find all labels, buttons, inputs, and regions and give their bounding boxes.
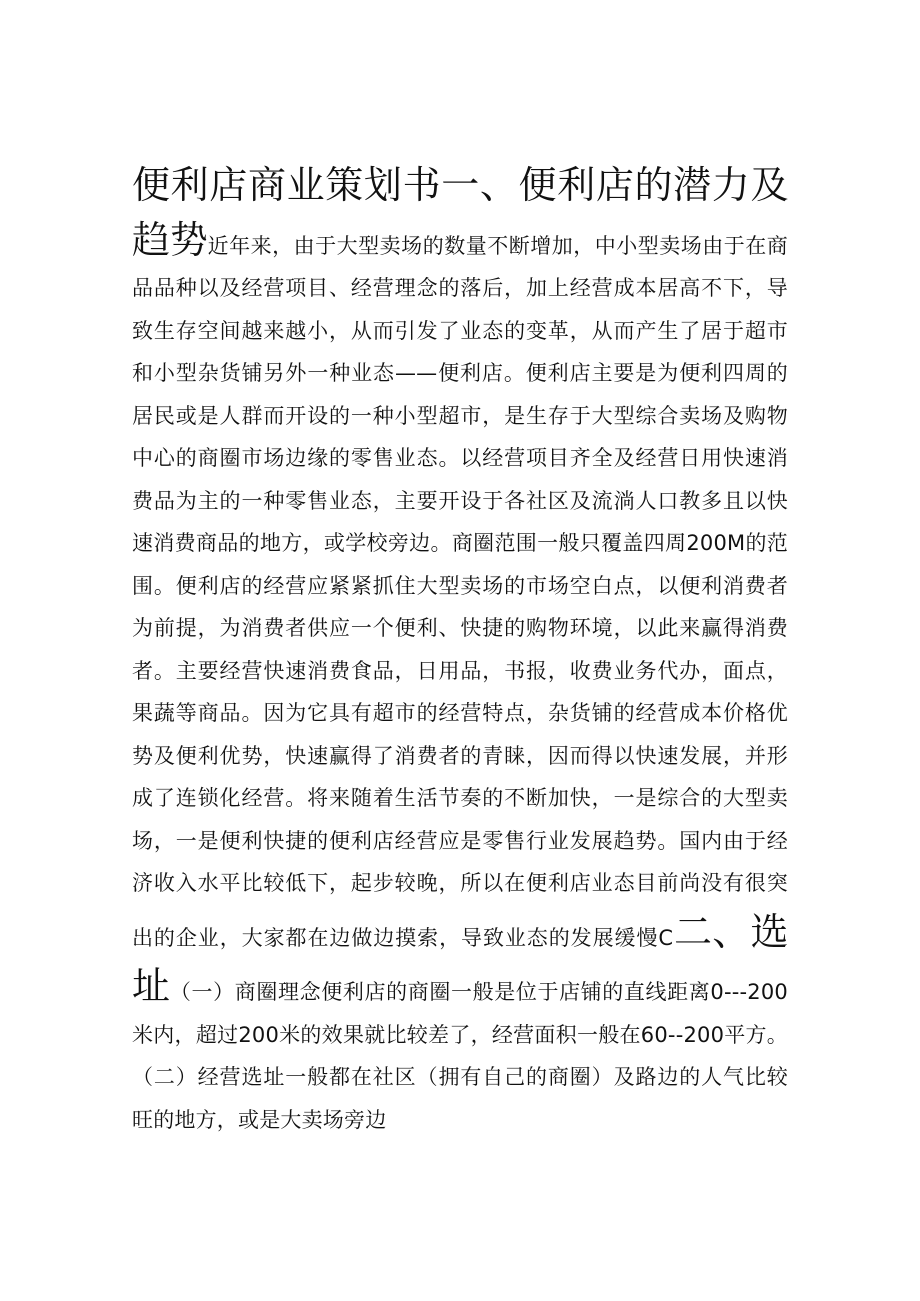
document-page: [132, 158, 788, 1141]
document-title: 便利店商业策划书: [132, 163, 442, 207]
document-body: [132, 158, 788, 1141]
paragraph-potential: 近年来，由于大型卖场的数量不断增加，中小型卖场由于在商品品种以及经营项目、经营理念的落后，加上经营成本居高不下，导致生存空间越来越小，从而引发了业态的变革，从而产生了居于超市和小型杂货铺另外一种业态——便利店。便利店主要是为便利四周的居民或是人群而开设的一种小型超市，是生存于大型综合卖场及购物中心的商圈市场边缘的零售业态。以经营项目齐全及经营日用快速消费品为主的一种零售业态，主要开设于各社区及流淌人口教多且以快速消费商品的地方，或学校旁边。商圈范围一般只覆盖四周200M的范围。便利店的经营应紧紧抓住大型卖场的市场空白点，以便利消费者为前提，为消费者供应一个便利、快捷的购物环境，以此来赢得消费者。主要经营快速消费食品，日用品，书报，收费业务代办，面点，果蔬等商品。因为它具有超市的经营特点，杂货铺的经营成本价格优势及便利优势，快速赢得了消费者的青睐，因而得以快速发展，并形成了连锁化经营。将来随着生活节奏的不断加快，一是综合的大型卖场，一是便利快捷的便利店经营应是零售行业发展趋势。国内由于经济收入水平比较低下，起步较晚，所以在便利店业态目前尚没有很突出的企业，大家都在边做边摸索，导致业态的发展缓慢C: [132, 233, 788, 950]
section-heading-potential: 一、便利店的潜力及趋势: [132, 163, 788, 262]
paragraph-location: （一）商圈理念便利店的商圈一般是位于店铺的直线距离0---200米内，超过200米的效果就比较差了，经营面积一般在60--200平方。（二）经营选址一般都在社区（拥有自己的商圈）及路边的人气比较旺的地方，或是大卖场旁边: [132, 980, 788, 1132]
section-heading-location: 二、选址: [132, 909, 788, 1008]
